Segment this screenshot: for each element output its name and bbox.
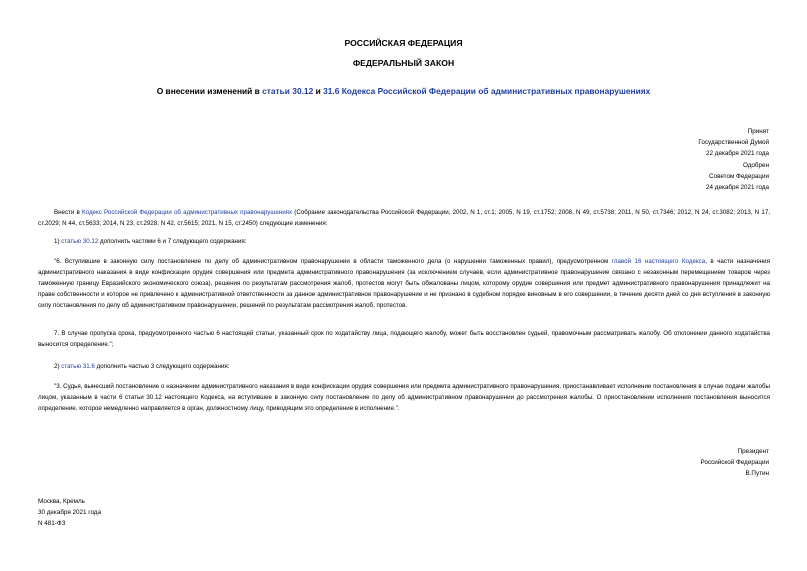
item1-text-2: дополнить частями 6 и 7 следующего содержания: — [98, 238, 247, 245]
link-article-30-12-item[interactable]: статью 30.12 — [61, 238, 99, 245]
title-text-2: и — [313, 86, 324, 96]
president-title: Президент — [737, 448, 769, 455]
link-article-30-12[interactable]: статьи 30.12 — [262, 86, 314, 96]
law-title — [0, 86, 807, 96]
signature-block — [701, 446, 769, 480]
council-date: 24 декабря 2021 года — [706, 184, 769, 192]
item1-text-1: 1) — [54, 238, 62, 245]
link-article-31-6-koap[interactable]: 31.6 Кодекса Российской Федерации об административных правонарушениях — [323, 86, 651, 96]
quote6-text-1: "6. Вступившие в законную силу постановление по делу об административном правонарушении в области таможенного дела (о нарушении таможенных правил), предусмотренном — [54, 258, 612, 265]
signing-place: Москва, Кремль — [38, 498, 85, 505]
adoption-info — [698, 126, 769, 193]
quote6-text-2: , в части назначения административного наказания в виде конфискации орудия совершения или предмета административного правонарушения (за исключением случаев, если административное правонарушение связано с незаконным перемещением товаров через таможенную границу Евразийского экономического союза), решения по результатам рассмотрения жалоб, протестов могут быть обжалованы лицом, которому орудие совершения или предмет административного правонарушения принадлежит на праве собственности и которое не привлечено к административной ответственности за данное административное правонарушение и не признано в судебном порядке виновным в его совершении, в течение десяти дней со дня вступления в законную силу постановления по делу об административном правонарушении, решений по результатам рассмотрения жалоб, протестов. — [38, 258, 770, 309]
link-chapter-16[interactable]: главой 16 настоящего Кодекса — [611, 258, 706, 265]
link-koap[interactable]: Кодекс Российской Федерации об административных правонарушениях — [82, 209, 293, 216]
duma-label: Государственной Думой — [698, 139, 769, 147]
item-1-paragraph — [38, 237, 770, 248]
intro-text-2: (Собрание законодательства Российской Федерации, 2002, N 1, ст.1; 2005, N 19, ст.1752; 2008, N 49, ст.5738; 2011, N 50, ст.7346; 2012, N 24, ст.3082; 2013, N 17, ст.2029; N 44, ст.5633; 2014, N 23, ст.2928; N 42, ст.5615; 2021, N 15, ст.2450) следующие изменения: — [38, 209, 770, 227]
place-date-block — [38, 496, 101, 530]
item2-text-2: дополнить частью 3 следующего содержания: — [94, 363, 230, 370]
intro-text-1: Внести в — [54, 209, 83, 216]
link-article-31-6-item[interactable]: статью 31.6 — [61, 363, 95, 370]
intro-paragraph — [38, 208, 770, 230]
duma-date: 22 декабря 2021 года — [706, 150, 769, 158]
council-label: Советом Федерации — [709, 172, 769, 180]
quote-part-7: 7. В случае пропуска срока, предусмотренного частью 6 настоящей статьи, указанный срок по ходатайству лица, подающего жалобу, может быть восстановлен судьей, правомочным рассматривать жалобу. Об отклонении данного ходатайства выносится определение."; — [38, 330, 770, 348]
law-number: N 481-ФЗ — [38, 520, 66, 528]
adopted-label: Принят — [747, 128, 769, 135]
president-name: В.Путин — [745, 470, 769, 478]
approved-label: Одобрен — [742, 161, 769, 169]
quote-part-3: "3. Судья, вынесший постановление о назначении административного наказания в виде конфискации орудия совершения или предмета административного правонарушения, приостанавливает исполнение постановления в случае подачи жалобы лицом, указанным в части 6 статьи 30.12 настоящего Кодекса, на вступившее в законную силу постановление по делу об административном правонарушении до рассмотрения жалобы. О приостановлении исполнения постановления выносится определение, которое немедленно направляется в орган, должностному лицу, приводящим это определение в исполнение.". — [38, 383, 770, 412]
item-2-paragraph — [38, 362, 770, 373]
quote-part-6 — [38, 257, 770, 312]
title-text-1: О внесении изменений в — [156, 86, 263, 96]
president-country: Российской Федерации — [700, 459, 769, 467]
law-type-heading: ФЕДЕРАЛЬНЫЙ ЗАКОН — [352, 58, 455, 68]
federation-heading: РОССИЙСКАЯ ФЕДЕРАЦИЯ — [344, 38, 463, 48]
signing-date: 30 декабря 2021 года — [38, 509, 101, 517]
item2-text-1: 2) — [54, 363, 62, 370]
